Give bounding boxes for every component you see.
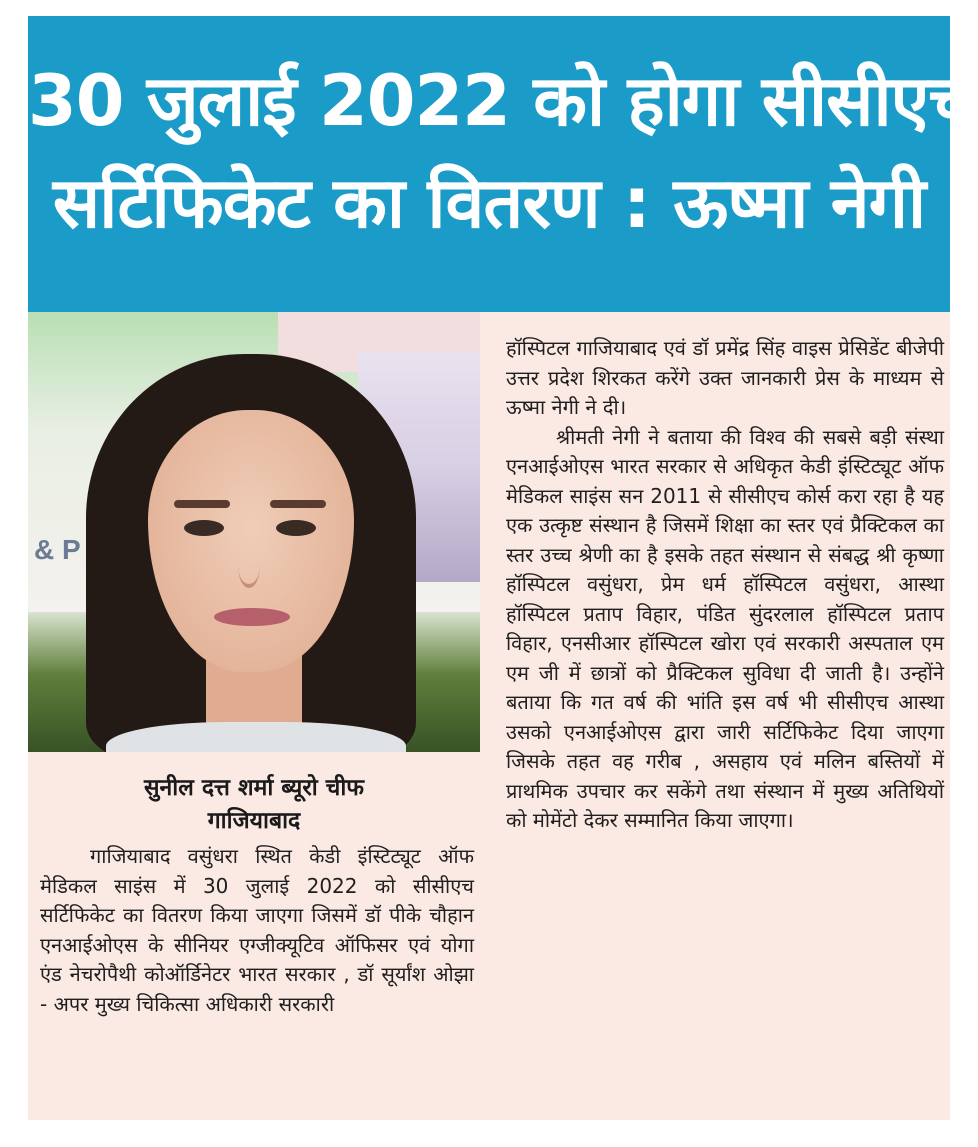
- newspaper-clipping: [28, 16, 972, 1120]
- article-column-left: [40, 842, 474, 1019]
- photo-lips: [214, 608, 290, 626]
- photo-left-brow: [174, 500, 230, 508]
- article-paragraph: हॉस्पिटल गाजियाबाद एवं डॉ प्रमेंद्र सिंह वाइस प्रेसिडेंट बीजेपी उत्तर प्रदेश शिरकत करेंगे उक्त जानकारी प्रेस के माध्यम से ऊष्मा नेगी ने दी।: [506, 336, 944, 419]
- article-paragraph: श्रीमती नेगी ने बताया की विश्व की सबसे बड़ी संस्था एनआईओएस भारत सरकार से अधिकृत केडी इंस्टिट्यूट ऑफ मेडिकल साइंस सन 2011 से सीसीएच कोर्स करा रहा है यह एक उत्कृष्ट संस्थान है जिसमें शिक्षा का स्तर एवं प्रैक्टिकल का स्तर उच्च श्रेणी का है इसके तहत संस्थान से संबद्ध श्री कृष्णा हॉस्पिटल वसुंधरा, प्रेम धर्म हॉस्पिटल वसुंधरा, आस्था हॉस्पिटल प्रताप विहार, पंडित सुंदरलाल हॉस्पिटल प्रताप विहार, एनसीआर हॉस्पिटल खोरा एवं सरकारी अस्पताल एम एम जी में छात्रों को प्रैक्टिकल सुविधा दी जाती है। उन्होंने बताया कि गत वर्ष की भांति इस वर्ष भी सीसीएच आस्था उसको एनआईओएस द्वारा जारी सर्टिफिकेट दिया जाएगा जिसके तहत वह गरीब , असहाय एवं मलिन बस्तियों में प्राथमिक उपचार कर सकेंगे तथा संस्थान में मुख्य अतिथियों को मोमेंटो देकर सम्मानित किया जाएगा।: [506, 424, 944, 832]
- headline-banner: [28, 16, 972, 312]
- article-paragraph: गाजियाबाद वसुंधरा स्थित केडी इंस्टिट्यूट ऑफ मेडिकल साइंस में 30 जुलाई 2022 को सीसीएच सर्टिफिकेट का वितरण किया जाएगा जिसमें डॉ पीके चौहान एनआईओएस के सीनियर एग्जीक्यूटिव ऑफिसर एवं योगा एंड नेचरोपैथी कोऑर्डिनेटर भारत सरकार , डॉ सूर्यांश ओझा - अपर मुख्य चिकित्सा अधिकारी सरकारी: [40, 844, 474, 1016]
- photo-shoulder: [106, 722, 406, 752]
- photo-left-eye: [184, 520, 224, 536]
- photo-banner-text: & P: [34, 534, 81, 565]
- photo-nose: [238, 544, 260, 588]
- headline-line-1: 30 जुलाई 2022 को होगा सीसीएच: [28, 60, 972, 142]
- byline-author: सुनील दत्त शर्मा ब्यूरो चीफ: [143, 775, 365, 801]
- byline: [28, 772, 480, 838]
- headline-line-2: सर्टिफिकेट का वितरण : ऊष्मा नेगी: [52, 162, 926, 244]
- photo-right-eye: [276, 520, 316, 536]
- byline-location: गाजियाबाद: [207, 808, 301, 834]
- portrait-photo: [28, 312, 480, 752]
- photo-right-brow: [270, 500, 326, 508]
- article-column-right: [506, 334, 944, 836]
